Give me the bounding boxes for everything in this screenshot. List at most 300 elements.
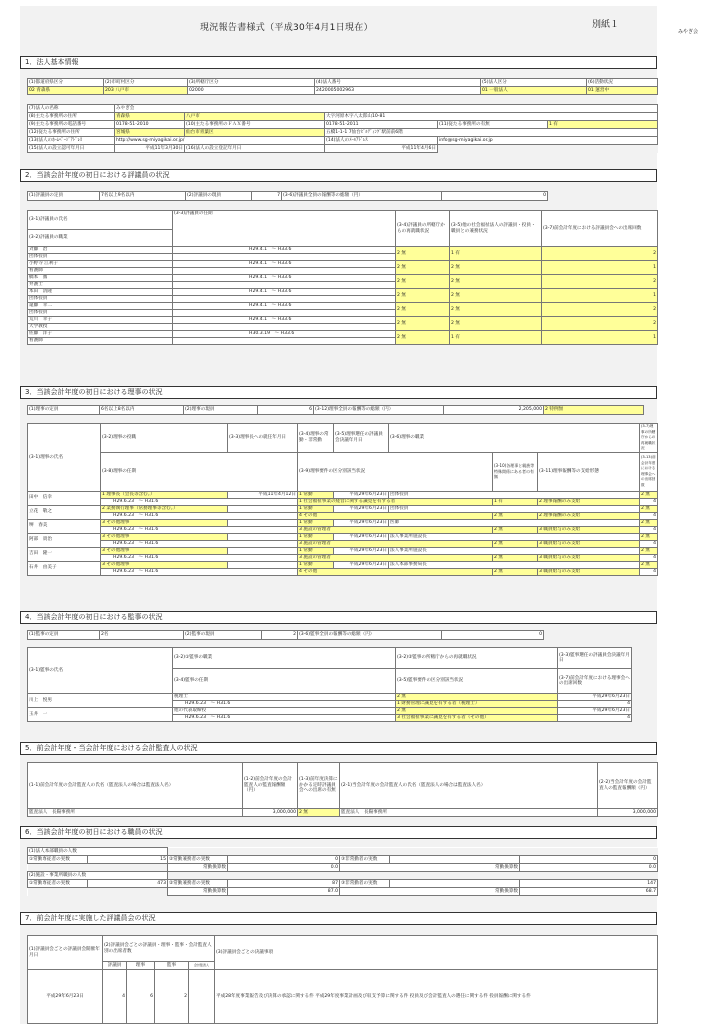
- cell: [228, 519, 298, 526]
- cell: 橋本 薫: [28, 275, 173, 282]
- section-2-title: 2．当該会計年度の初日における評議員の状況: [20, 169, 657, 182]
- term-sep: ～: [267, 303, 278, 309]
- cell: 平成11年3月30日: [115, 145, 185, 153]
- term-end: H33.6: [277, 275, 292, 281]
- cell: 2 無: [450, 261, 542, 275]
- term-start: H29.4.1: [249, 289, 268, 295]
- cell: 0: [228, 856, 340, 864]
- cell: ③非常勤者の実数: [340, 856, 390, 864]
- term-end: H33.6: [277, 289, 292, 295]
- cell: 平成29年6月23日: [334, 547, 389, 554]
- cell: 1 有: [493, 498, 538, 505]
- cell: 4: [103, 970, 127, 1024]
- staff-table: [27, 847, 658, 896]
- cell: 遠藤 幸二: [28, 303, 173, 310]
- cell: 斉藤 治: [28, 247, 173, 254]
- term-sep: ～: [206, 715, 217, 721]
- cell: 監査法人 長陽事務所: [28, 809, 243, 817]
- cell: (3-7)理事の所轄庁からの再就職状況: [640, 424, 658, 453]
- term-end: H31.6: [144, 526, 159, 532]
- cell: 473: [88, 880, 168, 888]
- cell: [173, 296, 396, 303]
- cell: みやぎ会: [115, 105, 658, 113]
- cell: 税理士: [173, 694, 396, 701]
- cell: (2-1)当会計年度の会計監査人の氏名（監査法人の場合は監査法人名）: [340, 763, 598, 809]
- term-sep: ～: [134, 526, 145, 532]
- term-cell: [101, 498, 298, 505]
- cell: 理事: [127, 962, 155, 970]
- cell: (3)評議員会ごとの決議事項: [215, 936, 658, 970]
- cell: 2 無: [396, 708, 558, 715]
- cell: ③非常勤者の実数: [340, 880, 390, 888]
- cell: 01 一般法人: [481, 87, 587, 95]
- cell: (7)法人の名称: [28, 105, 115, 113]
- term-end: H33.6: [280, 331, 295, 337]
- section-3-title: 3．当該会計年度の初日における理事の状況: [20, 386, 657, 399]
- term-start: H29.6.23: [113, 498, 134, 504]
- cell: [228, 547, 298, 554]
- cell: 法人事業所施設長: [389, 533, 640, 540]
- director-table: [27, 423, 658, 576]
- cell: [228, 561, 298, 568]
- term-cell: [101, 554, 298, 561]
- cell: 平成29年6月23日: [334, 561, 389, 568]
- cell: 川上 悦男: [28, 694, 173, 708]
- cell: 3 職員給与のみ支給: [538, 554, 640, 561]
- cell: 青森県: [115, 113, 185, 121]
- cell: 6: [127, 970, 155, 1024]
- term-cell: [101, 568, 298, 575]
- director-row: [28, 533, 658, 540]
- term-sep: ～: [134, 512, 145, 518]
- cell: (3-3)監事選任の評議員会決議年月日: [558, 648, 632, 669]
- cell: 八戸市: [185, 113, 325, 121]
- cell: 4: [558, 701, 632, 708]
- cell: 3 その他理事: [101, 547, 228, 554]
- councilor-row: [28, 289, 658, 296]
- section-4-title: 4．当該会計年度の初日における監事の状況: [20, 611, 657, 624]
- cell: 4: [640, 540, 658, 547]
- cell: 2 無: [450, 275, 542, 289]
- cell: 2 無: [640, 505, 658, 512]
- cell: 1 社会福祉事業の経営に関する識見を有する者: [298, 498, 493, 505]
- cell: (2)評議員の現員: [186, 192, 252, 201]
- cell: (5)法人区分: [481, 79, 587, 87]
- cell: 阿部 貴治: [28, 533, 101, 547]
- term-end: H33.6: [277, 247, 292, 253]
- cell-empty: [390, 880, 520, 888]
- cell: 団体役員: [389, 505, 640, 512]
- cell: 法人事業所施設長: [389, 547, 640, 554]
- cell: 2 無: [640, 533, 658, 540]
- director-row: [28, 491, 658, 498]
- cell: (1)監事の定員: [28, 631, 100, 640]
- cell: 4 その他: [298, 512, 493, 519]
- cell: 平成29年6月23日: [334, 519, 389, 526]
- cell: 2,205,000: [444, 406, 544, 415]
- cell-empty: [168, 848, 658, 856]
- term-cell: [173, 715, 396, 722]
- cell: 2 無: [640, 547, 658, 554]
- cell: 7: [252, 192, 282, 201]
- cell: 平成11年4月6日: [325, 145, 438, 153]
- director-row-detail: [28, 512, 658, 519]
- cell: 2 無: [493, 526, 538, 533]
- term-end: H31.6: [216, 715, 231, 721]
- councilor-summary: [27, 191, 548, 201]
- councilor-row: [28, 275, 658, 282]
- director-row-detail: [28, 554, 658, 561]
- cell: 2: [542, 303, 658, 317]
- term-sep: ～: [267, 289, 278, 295]
- cell: 2 無: [640, 561, 658, 568]
- term-cell: [173, 289, 396, 296]
- cell: 弁護士: [28, 282, 173, 289]
- cell: 1 常勤: [298, 519, 334, 526]
- cell: 監査法人 長陽事務所: [340, 809, 598, 817]
- cell: (1-1)前会計年度の会計監査人の氏名（監査法人の場合は監査法人名）: [28, 763, 243, 809]
- cell: (3-3)評議員の任期: [173, 211, 396, 247]
- cell: (15)法人の設立認可年月日: [28, 145, 115, 153]
- cell: 0: [442, 192, 548, 201]
- director-summary: [27, 405, 644, 415]
- term-end: H33.6: [277, 303, 292, 309]
- term-start: H29.4.1: [249, 275, 268, 281]
- cell: (3-5)他の社会福祉法人の評議員・役員・職員との兼務状況: [450, 211, 542, 247]
- cell: 平成29年6月23日: [558, 708, 632, 715]
- cell: 2: [262, 631, 298, 640]
- cell: 4: [640, 554, 658, 561]
- cell: 15: [88, 856, 168, 864]
- cell: 3,000,000: [598, 809, 658, 817]
- cell-empty: [28, 888, 168, 896]
- cell: (1)法人本部職員の人数: [28, 848, 168, 856]
- cell: 4: [640, 498, 658, 505]
- cell-empty: [168, 872, 658, 880]
- cell: 大字河原木字八太郎山10-81: [325, 113, 658, 121]
- attachment-label: 別紙１: [592, 20, 620, 30]
- cell: 2 理事報酬のみ支給: [538, 498, 640, 505]
- cell: 1 財務管理に識見を有する者（税理士）: [396, 701, 558, 708]
- cell: (1)都道府県区分: [28, 79, 104, 87]
- cell: 4 その他: [298, 568, 493, 575]
- cell: (1)評議員の定員: [28, 192, 100, 201]
- term-sep: ～: [134, 554, 145, 560]
- term-start: H30.3.19: [249, 331, 270, 337]
- cell: (6)活動状況: [587, 79, 658, 87]
- council-meeting-table: [27, 935, 658, 1024]
- cell: (3-1)理事の氏名: [28, 424, 101, 492]
- director-row: [28, 547, 658, 554]
- cell: 評議員: [103, 962, 127, 970]
- term-end: H31.6: [144, 512, 159, 518]
- term-sep: ～: [267, 247, 278, 253]
- term-end: H31.6: [144, 554, 159, 560]
- term-cell: [173, 331, 396, 338]
- cell: 玉井 一: [28, 708, 173, 722]
- term-cell: [173, 275, 396, 282]
- councilor-row: [28, 303, 658, 310]
- cell: (3-7)前会計年度における評議員会への出席回数: [542, 211, 658, 247]
- cell: (1-3)前年度決算にかかる定時評議員会への出席の有無: [298, 763, 340, 809]
- cell: 佐藤 洋子: [28, 331, 173, 338]
- cell: 0.0: [520, 864, 658, 872]
- cell: 1 有: [548, 121, 658, 129]
- section-6-title: 6．当該会計年度の初日における職員の状況: [20, 826, 657, 839]
- cell: 1 常勤: [298, 505, 334, 512]
- term-sep: ～: [134, 498, 145, 504]
- cell: [228, 505, 298, 512]
- cell: 1 常勤: [298, 547, 334, 554]
- cell: 01 運営中: [587, 87, 658, 95]
- cell: (14)法人のﾒｰﾙｱﾄﾞﾚｽ: [325, 137, 438, 145]
- cell: 看護師: [28, 338, 173, 345]
- cell: 平成11年4月12日: [228, 491, 298, 498]
- cell: 2 無: [396, 275, 450, 289]
- cell: 2 無: [396, 331, 450, 345]
- cell: 0: [442, 631, 544, 640]
- cell: ①常勤専従者の実数: [28, 880, 88, 888]
- cell: 常勤換算数: [340, 888, 520, 896]
- cell: 0178-51-2010: [115, 121, 185, 129]
- cell: 2420005002963: [315, 87, 481, 95]
- term-sep: ～: [267, 275, 278, 281]
- basic-info-details: [27, 104, 658, 153]
- cell: 2 無: [493, 540, 538, 547]
- cell: 2 無: [450, 289, 542, 303]
- cell: 2 無: [396, 694, 558, 701]
- cell: 小野寺 江利子: [28, 261, 173, 268]
- cell: 法人本部事務局長: [389, 561, 640, 568]
- term-end: H33.6: [277, 317, 292, 323]
- director-row-detail: [28, 498, 658, 505]
- cell: 2: [542, 247, 658, 261]
- cell: 看護師: [28, 268, 173, 275]
- cell: 2: [542, 275, 658, 289]
- auditor-summary: [27, 630, 544, 640]
- cell: 2 無: [640, 519, 658, 526]
- cell: (3-2)評議員の職業: [28, 230, 173, 247]
- cell: 団体役員: [28, 254, 173, 261]
- cell[interactable]: info@sg-miyagikai.or.jp: [438, 137, 658, 145]
- councilor-row: [28, 331, 658, 338]
- term-end: H31.6: [144, 498, 159, 504]
- cell: 87: [228, 880, 340, 888]
- cell: (3-6)監事全員の報酬等の総額（円）: [298, 631, 442, 640]
- cell: 平成29年6月23日: [334, 491, 389, 498]
- term-start: H29.6.23: [113, 526, 134, 532]
- cell: 0.0: [228, 864, 340, 872]
- term-sep: ～: [206, 701, 217, 707]
- cell: (3-3)理事長への就任年月日: [228, 424, 298, 453]
- auditor-row: [28, 694, 632, 701]
- cell: (9)主たる事務所の電話番号: [28, 121, 115, 129]
- director-row-detail: [28, 540, 658, 547]
- section-1-title: 1．法人基本情報: [20, 56, 657, 69]
- cell: 荒川 幸子: [28, 317, 173, 324]
- page-title: 現況報告書様式（平成30年4月1日現在）: [200, 23, 373, 33]
- cell: 立花 敬之: [28, 505, 101, 519]
- cell: 2 特例無: [544, 406, 644, 415]
- director-row-detail: [28, 568, 658, 575]
- cell: 3 施設の管理者: [298, 554, 493, 561]
- accounting-auditor-table: [27, 762, 658, 817]
- cell: (3-5)監事要件の区分別該当状況: [396, 669, 558, 694]
- cell: 02000: [188, 87, 315, 95]
- term-start: H29.4.1: [249, 317, 268, 323]
- section-5-title: 5．前会計年度・当会計年度における会計監査人の状況: [20, 742, 657, 755]
- term-cell: [101, 526, 298, 533]
- term-cell: [101, 512, 298, 519]
- cell: (2)市町村区分: [104, 79, 188, 87]
- term-sep: ～: [267, 261, 278, 267]
- cell: 2 無: [450, 317, 542, 331]
- cell: 3 社会福祉事業に識見を有する者（その他）: [396, 715, 558, 722]
- cell: 2 無: [396, 289, 450, 303]
- cell-empty: [28, 864, 168, 872]
- cell: (3-2)①監事の職業: [173, 648, 396, 669]
- basic-info-codes: [27, 78, 658, 95]
- term-sep: ～: [134, 568, 145, 574]
- cell: 1: [542, 331, 658, 345]
- cell: 2 無: [450, 303, 542, 317]
- cell[interactable]: http://www.sg-miyagikai.or.jp/: [115, 137, 325, 145]
- councilor-row: [28, 261, 658, 268]
- term-cell: [173, 701, 396, 708]
- term-start: H29.4.1: [249, 303, 268, 309]
- cell: 0: [520, 856, 658, 864]
- cell: (2)理事の現員: [184, 406, 258, 415]
- cell: (3-2)②監事の所轄庁からの再就職状況: [396, 648, 558, 669]
- cell: (3-11)理事報酬等の支給形態: [538, 452, 640, 491]
- term-cell: [173, 317, 396, 324]
- cell: 平成29年6月23日: [334, 533, 389, 540]
- cell: 2 無: [493, 568, 538, 575]
- cell: 平成29年6月23日: [28, 970, 103, 1024]
- cell: 常勤換算数: [168, 864, 228, 872]
- cell: (3)所轄庁区分: [188, 79, 315, 87]
- cell: 医師: [389, 519, 640, 526]
- cell: 1 有: [450, 331, 542, 345]
- cell: 石井 由美子: [28, 561, 101, 575]
- cell: 3 職員給与のみ支給: [538, 568, 640, 575]
- cell: 3 その他理事: [101, 519, 228, 526]
- cell: (2)施設・事業所職員の人数: [28, 872, 168, 880]
- cell: 田中 信幸: [28, 491, 101, 505]
- cell: [173, 282, 396, 289]
- cell: 2 無: [493, 554, 538, 561]
- cell: (11)従たる事務所の有無: [438, 121, 548, 129]
- cell: (10)主たる事務所のＦＡＸ番号: [185, 121, 325, 129]
- cell: ②常勤兼務者の実数: [168, 856, 228, 864]
- cell: 2 無: [396, 247, 450, 261]
- cell: 2 無: [493, 512, 538, 519]
- cell: 203 八戸市: [104, 87, 188, 95]
- cell: (3-4)理事の常勤・非常勤: [298, 424, 334, 453]
- cell: 2: [542, 317, 658, 331]
- cell: 平成29年6月23日: [558, 694, 632, 701]
- term-start: H29.6.23: [113, 512, 134, 518]
- cell: [173, 310, 396, 317]
- auditor-row: [28, 708, 632, 715]
- term-start: H29.4.1: [249, 247, 268, 253]
- director-row-detail: [28, 526, 658, 533]
- cell: (1)理事の定員: [28, 406, 100, 415]
- cell: 4: [640, 512, 658, 519]
- cell: 68.7: [520, 888, 658, 896]
- cell: (2-2)当会計年度の会計監査人の監査報酬額（円）: [598, 763, 658, 809]
- corner-label: みやぎ会: [678, 29, 699, 35]
- cell: [173, 268, 396, 275]
- cell: 6名以上8名以内: [100, 406, 184, 415]
- cell: 2名: [100, 631, 184, 640]
- cell: 宮城県: [115, 129, 185, 137]
- cell: 2 無: [396, 317, 450, 331]
- cell: 2 無: [396, 303, 450, 317]
- cell: 3 その他理事: [101, 533, 228, 540]
- cell: 2 無: [298, 809, 340, 817]
- cell: (3-1)評議員の氏名: [28, 211, 173, 230]
- cell: 3 その他理事: [101, 561, 228, 568]
- cell: (3-4)監事の任期: [173, 669, 396, 694]
- cell: (3-7)前会計年度における理事会への出席回数: [558, 669, 632, 694]
- cell: (3-10)各理事と親族等特殊関係にある者の有無: [493, 452, 538, 491]
- cell: (1-2)前会計年度の会計監査人の監査報酬額（円）: [243, 763, 298, 809]
- cell: (3-4)評議員の所轄庁からの再就職状況: [396, 211, 450, 247]
- term-start: H29.6.23: [185, 715, 206, 721]
- term-end: H31.6: [144, 568, 159, 574]
- councilor-row: [28, 317, 658, 324]
- cell: ①常勤専従者の実数: [28, 856, 88, 864]
- cell: (3-5)理事選任の評議員会決議年月日: [334, 424, 389, 453]
- cell: 4: [640, 526, 658, 533]
- cell: (3-9)理事要件の区分別該当状況: [298, 452, 493, 491]
- cell: (4)法人番号: [315, 79, 481, 87]
- cell: 団体役員: [28, 296, 173, 303]
- cell: 大学教授: [28, 324, 173, 331]
- cell: 常勤換算数: [340, 864, 520, 872]
- cell: (13)法人のﾎｰﾑﾍﾟｰｼﾞｱﾄﾞﾚｽ: [28, 137, 115, 145]
- cell-empty: [390, 856, 520, 864]
- cell: 4: [558, 715, 632, 722]
- cell: (12)従たる事務所の住所: [28, 129, 115, 137]
- cell: 五橋1-1-1 7仙台ﾋﾞﾙﾃﾞｨﾝｸﾞ駅前前6階: [325, 129, 658, 137]
- cell: (2)評議員会ごとの評議員・理事・監事・会計監査人別の出席者数: [103, 936, 215, 962]
- cell-empty: [438, 145, 658, 153]
- cell: (2)監事の現員: [184, 631, 262, 640]
- cell: (16)法人の設立登記年月日: [185, 145, 325, 153]
- cell: 3 職員給与のみ支給: [538, 540, 640, 547]
- cell: (3-1)監事の氏名: [28, 648, 173, 694]
- cell: 1: [542, 261, 658, 275]
- term-start: H29.6.23: [113, 554, 134, 560]
- term-start: H29.6.23: [113, 568, 134, 574]
- term-cell: [173, 247, 396, 254]
- cell: (1)評議員会ごとの評議員会開催年月日: [28, 936, 103, 970]
- term-start: H29.6.23: [185, 701, 206, 707]
- cell: 堺 春美: [28, 519, 101, 533]
- cell: 3 施設の管理者: [298, 540, 493, 547]
- cell: (8)主たる事務所の住所: [28, 113, 115, 121]
- councilor-table: [27, 210, 658, 345]
- cell: (3-6)理事の職業: [389, 424, 640, 453]
- cell: 2 無: [396, 261, 450, 275]
- cell: 平成28年度事業報告及び決算の承認に関する件 平成29年度事業計画及び収支予算に関する件 役員及び会計監査人の選任に関する件 役員報酬に関する件: [215, 970, 658, 1024]
- cell: 1 理事長（会長等含む。）: [101, 491, 228, 498]
- cell: 87.0: [228, 888, 340, 896]
- term-end: H31.6: [144, 540, 159, 546]
- term-sep: ～: [134, 540, 145, 546]
